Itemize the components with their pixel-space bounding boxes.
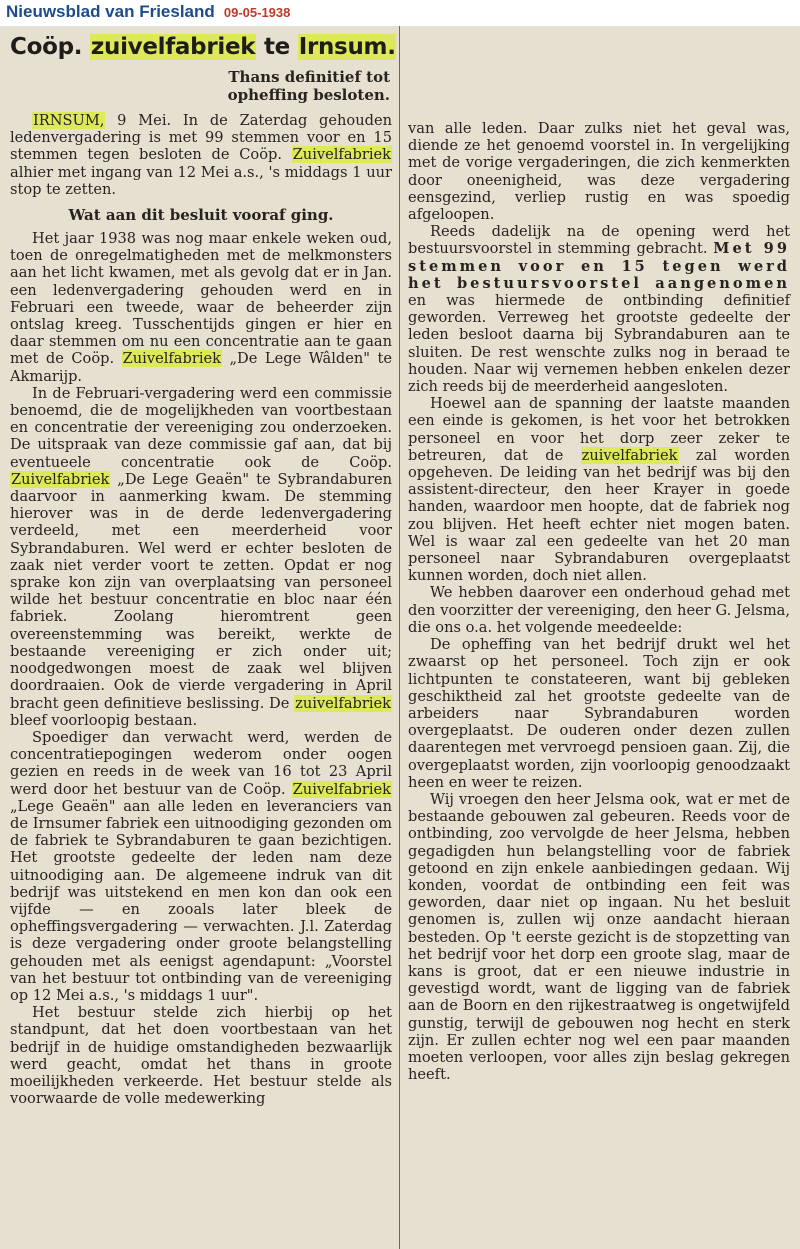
article-paragraph <box>408 395 790 584</box>
subheadline-line: Thans definitief tot <box>228 68 390 86</box>
text-run: en was hiermede de ontbinding definitief geworden. Verreweg het grootste gedeelte der leden besloot daarna bij Sybrandaburen aan te sluiten. De rest wenschte zulks nog in beraad te houden. Naar wij vernemen hebben enkelen dezer zich reeds bij de meerderheid aangesloten. <box>408 292 790 396</box>
headline-part: te <box>263 34 290 60</box>
text-run: alhier met ingang van 12 Mei a.s., 's middags 1 uur stop te zetten. <box>10 163 392 198</box>
article-intro <box>10 112 392 198</box>
search-highlight: Zuivelfabriek <box>292 780 391 798</box>
text-run: 9 Mei. In de Zaterdag gehouden ledenvergadering is met 99 stemmen voor en 15 stemmen tegen besloten de Coöp. <box>10 112 392 164</box>
article-paragraph <box>10 385 392 729</box>
article-paragraph <box>408 223 790 395</box>
search-highlight: zuivelfabriek <box>581 446 678 464</box>
article-column-right <box>404 120 794 1249</box>
text-run: „De Lege Geaën" te Sybrandaburen daarvoor in aanmerking kwam. De stemming hierover was in de derde ledenvergadering verdeeld, met een meerderheid voor Sybrandaburen. Wel werd er echter besloten de zaak niet verder voort te zetten. Opdat er nog sprake kon zijn van overplaatsing van personeel wilde het bestuur concentratie en bloc naar één fabriek. Zoolang hieromtrent geen overeenstemming was bereikt, werkte de bestaande vereeniging er zich onder uit; noodgedwongen moest de zaak wel blijven doordraaien. Ook de vierde vergadering in April bracht geen definitieve beslissing. De <box>10 470 392 712</box>
search-highlight: Zuivelfabriek <box>292 146 391 164</box>
search-highlight: IRNSUM, <box>33 112 105 129</box>
text-run: „De Lege Wâlden" te Akmarijp. <box>10 350 392 385</box>
article-paragraph: Wij vroegen den heer Jelsma ook, wat er met de bestaande gebouwen zal gebeuren. Reeds voor de ontbinding, zoo vervolgde de heer Jelsma, hebben gegadigden hun belangstelling voor de fabriek getoond en zijn enkele aanbiedingen gedaan. Wij konden, voordat de ontbinding een feit was geworden, daar niet op ingaan. Nu het besluit genomen is, zullen wij onze aandacht hieraan besteden. Op 't eerste gezicht is de stopzetting van het bedrijf voor het dorp een groote slag, maar de kans is groot, dat er een nieuwe industrie in gevestigd wordt, want de ligging van de fabriek aan de Boorn en den rijkestraatweg is ongetwijfeld gunstig, terwijl de gebouwen nog hecht en sterk zijn. Er zullen echter nog wel een paar maanden moeten verloopen, voor alles zijn beslag gekregen heeft. <box>408 790 790 1084</box>
article-paragraph: van alle leden. Daar zulks niet het geval was, diende ze het genoemd voorstel in. In vergelijking met de vorige vergaderingen, die zich kenmerkten door oneenigheid, was deze vergadering eensgezind, verliep rustig en was spoedig afgeloopen. <box>408 120 790 224</box>
spaced-emphasis: Met 99 stemmen voor en 15 tegen werd het bestuursvoorstel aangenomen <box>408 240 790 292</box>
text-run: bleef voorloopig bestaan. <box>10 711 198 729</box>
section-heading: Wat aan dit besluit vooraf ging. <box>68 206 334 225</box>
subheadline-line: opheffing besloten. <box>227 86 390 104</box>
article-paragraph <box>10 729 392 1004</box>
publication-date: 09-05-1938 <box>223 5 291 20</box>
article-paragraph <box>10 230 392 385</box>
text-run: Reeds dadelijk na de opening werd het bestuursvoorstel in stemming gebracht. <box>408 223 790 258</box>
search-highlight: zuivelfabriek <box>295 694 391 712</box>
search-highlight: Zuivelfabriek <box>122 350 221 368</box>
article-paragraph: We hebben daarover een onderhoud gehad met den voorzitter der vereeniging, den heer G. Jelsma, die ons o.a. het volgende meedeelde: <box>408 584 790 636</box>
headline-part: Coöp. <box>10 34 83 60</box>
text-run: zal worden opgeheven. De leiding van het bedrijf was bij den assistent-directeur, den heer Krayer in goede handen, waardoor men hoopte, dat de fabriek nog zou blijven. Het heeft echter niet mogen baten. Wel is waar zal een gedeelte van het 20 man personeel naar Sybrandaburen overgeplaatst kunnen worden, doch niet allen. <box>408 446 791 585</box>
column-divider <box>399 26 400 1249</box>
search-highlight: zuivelfabriek <box>90 34 256 60</box>
search-highlight: Irnsum. <box>298 34 396 60</box>
text-run: Het jaar 1938 was nog maar enkele weken oud, toen de onregelmatigheden met de melkmonsters aan het licht kwamen, met als gevolg dat er in Jan. een ledenvergadering gehouden werd en in Februari een tweede, waar de beheerder zijn ontslag kreeg. Tusschentijds gingen er hier en daar stemmen om nu een concentratie aan te gaan met de Coöp. <box>10 230 392 368</box>
newspaper-clipping <box>0 26 800 1249</box>
article-column-left <box>6 26 396 1249</box>
article-headline <box>10 32 396 62</box>
source-header <box>0 0 800 26</box>
text-run: In de Februari-vergadering werd een commissie benoemd, die de mogelijkheden van voortbestaan en concentratie der vereeniging zou onderzoeken. De uitspraak van deze commissie gaf aan, dat bij eventueele concentratie ook de Coöp. <box>10 384 392 471</box>
text-run: Hoewel aan de spanning der laatste maanden een einde is gekomen, is het voor het betrokken personeel en voor het dorp zeer zeker te betreuren, dat de <box>408 395 790 464</box>
text-run: „Lege Geaën" aan alle leden en leveranciers van de Irnsumer fabriek een uitnoodiging gezonden om de fabriek te Sybrandaburen te gaan bezichtigen. Het grootste gedeelte der leden nam deze uitnoodiging aan. De algemeene indruk van dit bedrijf was uitstekend en men kon dan ook een vijfde — en zooals later bleek de opheffingsvergadering — verwachten. J.l. Zaterdag is deze vergadering onder groote belangstelling gehouden met als eenigst agendapunt: „Voorstel van het bestuur tot ontbinding van de vereeniging op 12 Mei a.s., 's middags 1 uur". <box>10 797 392 1004</box>
article-paragraph: De opheffing van het bedrijf drukt wel het zwaarst op het personeel. Toch zijn er ook lichtpunten te constateeren, want bij gebleken geschiktheid zal het grootste gedeelte van de arbeiders naar Sybrandaburen worden overgeplaatst. De ouderen onder dezen zullen daarentegen met vervroegd pensioen gaan. Zij, die overgeplaatst worden, zijn voorloopig genoodzaakt heen en weer te reizen. <box>408 636 790 791</box>
search-highlight: Zuivelfabriek <box>11 470 110 488</box>
newspaper-name: Nieuwsblad van Friesland <box>6 2 215 21</box>
text-run: Spoediger dan verwacht werd, werden de concentratiepogingen wederom onder oogen gezien en reeds in de week van 16 tot 23 April werd door het bestuur van de Coöp. <box>10 728 392 798</box>
article-subheadline <box>10 68 390 104</box>
article-paragraph: Het bestuur stelde zich hierbij op het standpunt, dat het doen voortbestaan van het bedrijf in de huidige omstandigheden bezwaarlijk werd geacht, omdat het thans in groote moeilijkheden verkeerde. Het bestuur stelde als voorwaarde de volle medewerking <box>10 1004 392 1108</box>
